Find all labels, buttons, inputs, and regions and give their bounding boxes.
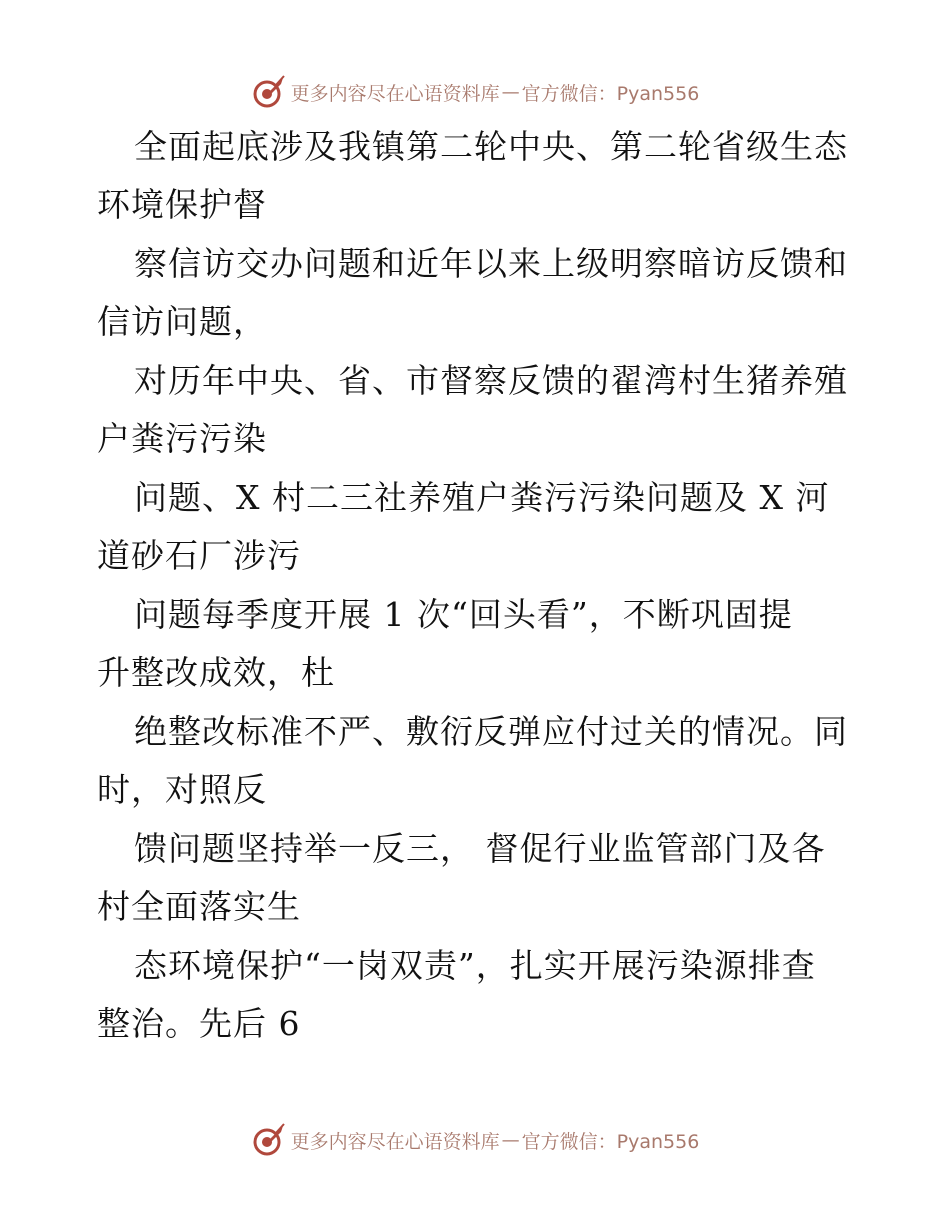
footer-watermark	[0, 1120, 950, 1160]
text-line: 全面起底涉及我镇第二轮中央、第二轮省级生态	[134, 127, 848, 166]
text-line: 整治。先后 6	[97, 1004, 301, 1043]
text-line: 升整改成效，杜	[97, 653, 335, 692]
watermark-wechat: 官方微信：Pyan556	[521, 82, 700, 105]
quill-logo-icon	[251, 1122, 287, 1158]
text-line: 村全面落实生	[97, 887, 301, 926]
text-line: 察信访交办问题和近年以来上级明察暗访反馈和	[134, 244, 848, 283]
watermark-dash: —	[501, 81, 520, 103]
text-line: 道砂石厂涉污	[97, 536, 301, 575]
text-line: 绝整改标准不严、敷衍反弹应付过关的情况。同	[134, 712, 848, 751]
text-line: 问题每季度开展 1 次“回头看”，不断巩固提	[134, 595, 793, 634]
watermark-title: 更多内容尽在心语资料库	[290, 82, 500, 105]
text-line: 户粪污污染	[97, 419, 267, 458]
quill-logo-icon	[251, 74, 287, 110]
text-line: 时，对照反	[97, 770, 267, 809]
text-line: 馈问题坚持举一反三， 督促行业监管部门及各	[134, 829, 826, 868]
header-watermark	[0, 72, 950, 112]
text-line: 对历年中央、省、市督察反馈的翟湾村生猪养殖	[134, 361, 848, 400]
text-line: 问题、X 村二三社养殖户粪污污染问题及 X 河	[134, 478, 830, 517]
watermark-wechat: 官方微信：Pyan556	[521, 1130, 700, 1153]
watermark-title: 更多内容尽在心语资料库	[290, 1130, 500, 1153]
text-line: 信访问题，	[97, 302, 267, 341]
text-line: 环境保护督	[97, 185, 267, 224]
text-line: 态环境保护“一岗双责”，扎实开展污染源排查	[134, 946, 816, 985]
watermark-dash: —	[501, 1129, 520, 1151]
